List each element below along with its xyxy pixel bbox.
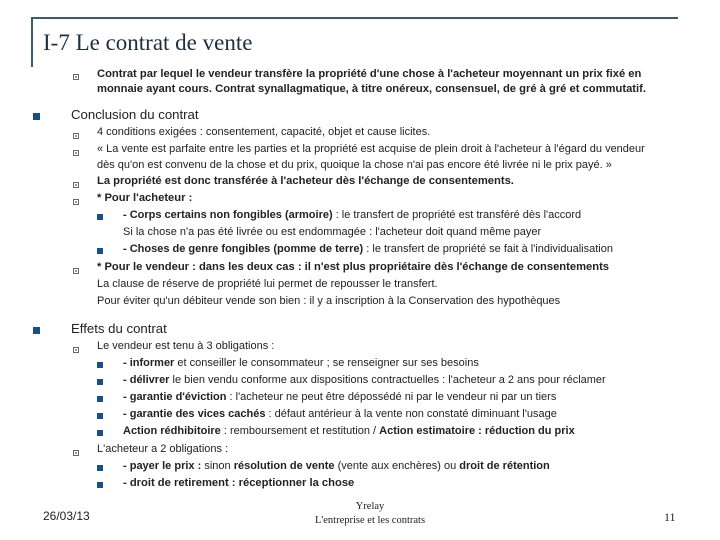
square-bullet-icon (33, 327, 40, 334)
informer-desc: et conseiller le consommateur ; se renseigner sur ses besoins (174, 357, 479, 369)
corps-certains-desc: : le transfert de propriété est transféré dès l'accord (332, 209, 582, 221)
square-bullet-icon (97, 430, 103, 436)
delivrer-line (123, 372, 606, 389)
quote-line-2: dès qu'on est convenu de la chose et du prix, quoique la chose n'ai pas encore été livrée ni le prix payé. » (97, 159, 612, 171)
hollow-square-bullet-icon (73, 133, 79, 139)
conclusion-heading: Conclusion du contrat (71, 107, 199, 122)
eviction-desc: : l'acheteur ne peut être dépossédé ni par le vendeur ni par un tiers (226, 391, 557, 403)
hollow-square-bullet-icon (73, 182, 79, 188)
hypotheques-text: Pour éviter qu'un débiteur vende son bien : il y a inscription à la Conservation des hypothèques (97, 295, 561, 307)
footer-center (300, 500, 440, 528)
genre-label: - Choses de genre fongibles (pomme de terre) (123, 243, 364, 255)
informer-line (123, 355, 479, 372)
definition-line-1: Contrat par lequel le vendeur transfère la propriété d'une chose à l'acheteur moyennant un prix fixé en (97, 68, 642, 80)
square-bullet-icon (97, 465, 103, 471)
footer-date: 26/03/13 (43, 509, 90, 523)
hollow-square-bullet-icon (73, 74, 79, 80)
payer-desc-2: (vente aux enchères) ou (334, 460, 460, 472)
page-number: 11 (664, 510, 676, 524)
square-bullet-icon (97, 248, 103, 254)
retirement-line: - droit de retirement : réceptionner la chose (123, 477, 355, 489)
payer-label: - payer le prix : (123, 460, 202, 472)
definition-line-2: monnaie ayant cours. Contrat synallagmatique, à titre onéreux, consensuel, de gré à gré et commutatif. (97, 83, 646, 95)
transfer-text: La propriété est donc transférée à l'acheteur dès l'échange de consentements. (97, 175, 514, 187)
acheteur-intro: L'acheteur a 2 obligations : (97, 443, 229, 455)
redhibitoire-label: Action rédhibitoire (123, 425, 221, 437)
hollow-square-bullet-icon (73, 347, 79, 353)
square-bullet-icon (33, 113, 40, 120)
square-bullet-icon (97, 362, 103, 368)
delivrer-label: - délivrer (123, 374, 170, 386)
corps-certains-note: Si la chose n'a pas été livrée ou est endommagée : l'acheteur doit quand même payer (123, 226, 542, 238)
genre-line (123, 241, 613, 258)
vendeur-text: * Pour le vendeur : dans les deux cas : il n'est plus propriétaire dès l'échange de consentements (97, 261, 610, 273)
effets-heading: Effets du contrat (71, 321, 167, 336)
square-bullet-icon (97, 396, 103, 402)
payer-desc-1: sinon (201, 460, 234, 472)
redhibitoire-line (123, 423, 575, 440)
quote-line-1: « La vente est parfaite entre les parties et la propriété est acquise de plein droit à l'acheteur à l'égard du vendeur (97, 143, 645, 155)
conditions-text: 4 conditions exigées : consentement, capacité, objet et cause licites. (97, 126, 431, 138)
hollow-square-bullet-icon (73, 150, 79, 156)
eviction-line (123, 389, 556, 406)
vices-line (123, 406, 557, 423)
square-bullet-icon (97, 413, 103, 419)
genre-desc: : le transfert de propriété se fait à l'individualisation (363, 243, 613, 255)
resolution-label: résolution de vente (233, 460, 335, 472)
acheteur-heading: * Pour l'acheteur : (97, 192, 193, 204)
estimatoire-label: Action estimatoire : réduction du prix (379, 425, 575, 437)
slide-title: I-7 Le contrat de vente (43, 30, 253, 55)
vices-desc: : défaut antérieur à la vente non constaté diminuant l'usage (265, 408, 557, 420)
reserve-text: La clause de réserve de propriété lui permet de repousser le transfert. (97, 278, 438, 290)
vices-label: - garantie des vices cachés (123, 408, 266, 420)
hollow-square-bullet-icon (73, 199, 79, 205)
corps-certains-label: - Corps certains non fongibles (armoire) (123, 209, 333, 221)
payer-line (123, 458, 550, 475)
footer-subject: L'entreprise et les contrats (314, 515, 426, 526)
vendeur-intro: Le vendeur est tenu à 3 obligations : (97, 340, 275, 352)
square-bullet-icon (97, 379, 103, 385)
informer-label: - informer (123, 357, 175, 369)
footer-author: Yrelay (355, 501, 385, 512)
corps-certains-line (123, 207, 581, 224)
hollow-square-bullet-icon (73, 268, 79, 274)
eviction-label: - garantie d'éviction (123, 391, 227, 403)
square-bullet-icon (97, 482, 103, 488)
square-bullet-icon (97, 214, 103, 220)
redhibitoire-desc: : remboursement et restitution / (220, 425, 380, 437)
retention-label: droit de rétention (459, 460, 550, 472)
delivrer-desc: le bien vendu conforme aux dispositions contractuelles : l'acheteur a 2 ans pour réclamer (169, 374, 606, 386)
hollow-square-bullet-icon (73, 450, 79, 456)
